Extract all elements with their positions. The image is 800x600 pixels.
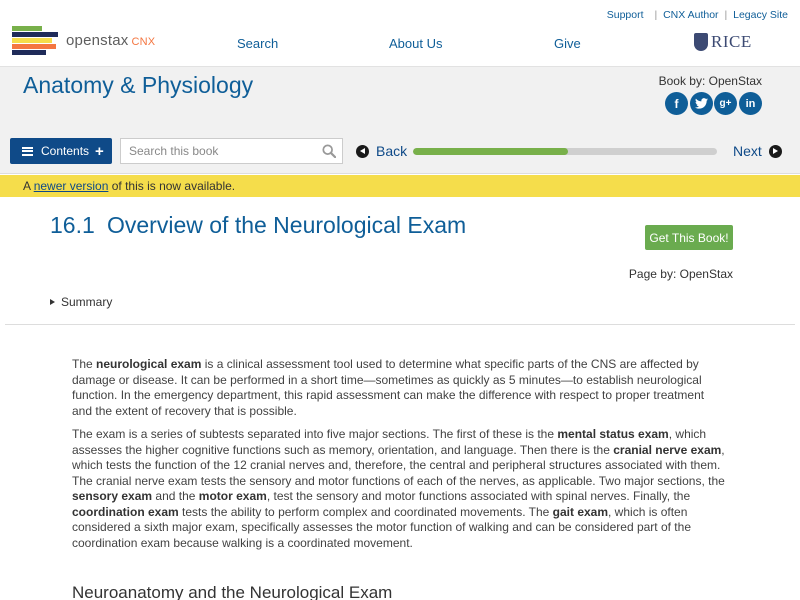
next-button[interactable]: Next bbox=[733, 143, 782, 159]
legacy-site-link[interactable]: Legacy Site bbox=[733, 9, 788, 21]
utility-links: Support | CNX Author | Legacy Site bbox=[606, 9, 788, 21]
book-title: Anatomy & Physiology bbox=[23, 72, 254, 98]
section-number: 16.1 bbox=[50, 212, 95, 238]
newer-version-link[interactable]: newer version bbox=[33, 179, 109, 193]
text-run: , which assesses the higher cognitive functions such as memory, orientation, and language. Then there is the bbox=[72, 427, 707, 457]
book-toolbar bbox=[0, 128, 800, 174]
search-icon[interactable] bbox=[322, 144, 336, 158]
text-run: is a clinical assessment tool used to determine what specific parts of the CNS are affected by damage or disease. It can be performed in a short time—sometimes as quickly as 5 minutes—to establish neurological function. In the emergency department, this rapid assessment can make the difference with respect to proper treatment and the extent of recovery that is possible. bbox=[72, 357, 705, 418]
google-plus-icon[interactable]: g+ bbox=[714, 92, 737, 115]
page-title: Overview of the Neurological Exam bbox=[107, 212, 467, 238]
plus-icon: + bbox=[95, 142, 104, 160]
back-button[interactable]: Back bbox=[356, 143, 407, 159]
summary-toggle[interactable]: Summary bbox=[50, 295, 112, 309]
list-icon bbox=[22, 147, 33, 156]
linkedin-icon[interactable]: in bbox=[739, 92, 762, 115]
logo-stripes-icon bbox=[12, 26, 58, 54]
chevron-left-icon bbox=[356, 145, 369, 158]
key-term: motor exam bbox=[198, 489, 267, 503]
key-term: mental status exam bbox=[557, 427, 669, 441]
nav-about-us[interactable]: About Us bbox=[389, 36, 443, 51]
key-term: neurological exam bbox=[96, 357, 202, 371]
text-run: tests the ability to perform complex and coordinated movements. The bbox=[178, 504, 553, 519]
text-run: The bbox=[72, 357, 97, 371]
nav-give[interactable]: Give bbox=[554, 36, 581, 51]
text-run: and the bbox=[152, 489, 199, 503]
book-author: Book by: OpenStax bbox=[658, 74, 762, 88]
paragraph-intro bbox=[72, 357, 727, 419]
newer-version-banner: A newer version of this is now available. bbox=[0, 175, 800, 197]
section-subheading: Neuroanatomy and the Neurological Exam bbox=[72, 583, 393, 600]
key-term: gait exam bbox=[552, 504, 609, 519]
cnx-author-link[interactable]: CNX Author bbox=[663, 9, 719, 21]
progress-fill bbox=[413, 148, 568, 155]
key-term: sensory exam bbox=[72, 489, 153, 503]
nav-search[interactable]: Search bbox=[237, 36, 279, 51]
text-run: , test the sensory and motor functions associated with spinal nerves. Finally, the bbox=[266, 489, 691, 503]
logo-wordmark: openstax CNX bbox=[66, 31, 156, 49]
openstax-cnx-logo[interactable] bbox=[12, 26, 155, 54]
page-author: Page by: OpenStax bbox=[628, 267, 733, 281]
rice-shield-icon bbox=[694, 33, 708, 51]
book-title-band bbox=[0, 66, 800, 128]
chevron-right-icon bbox=[769, 145, 782, 158]
page-content bbox=[72, 357, 727, 559]
contents-button[interactable]: Contents + bbox=[10, 138, 112, 164]
search-input[interactable] bbox=[121, 139, 311, 163]
search-book-field bbox=[120, 138, 343, 164]
twitter-icon[interactable] bbox=[690, 92, 713, 115]
text-run: , which tests the function of the 12 cranial nerves and, therefore, the central and peripheral structures associated with them. The cranial nerve exam tests the sensory and motor functions of each of the nerves, as applicable. Two major sections, the bbox=[72, 442, 725, 488]
paragraph-exam-sections bbox=[72, 427, 727, 551]
text-run: The exam is a series of subtests separated into five major sections. The first of these is the bbox=[72, 427, 558, 441]
divider bbox=[5, 324, 795, 325]
get-this-book-button[interactable]: Get This Book! bbox=[645, 225, 733, 250]
key-term: cranial nerve exam bbox=[613, 442, 722, 457]
key-term: coordination exam bbox=[72, 504, 179, 519]
caret-right-icon bbox=[50, 299, 55, 305]
support-link[interactable]: Support bbox=[606, 9, 644, 21]
rice-logo[interactable]: RICE bbox=[694, 32, 752, 52]
book-progress-bar bbox=[413, 148, 717, 155]
facebook-icon[interactable]: f bbox=[665, 92, 688, 115]
site-header bbox=[0, 0, 800, 66]
text-run: , which is often considered a sixth major exam, specifically assesses the motor function of walking and can be considered part of the coordination exam because walking is a coordinated movement. bbox=[72, 504, 691, 550]
